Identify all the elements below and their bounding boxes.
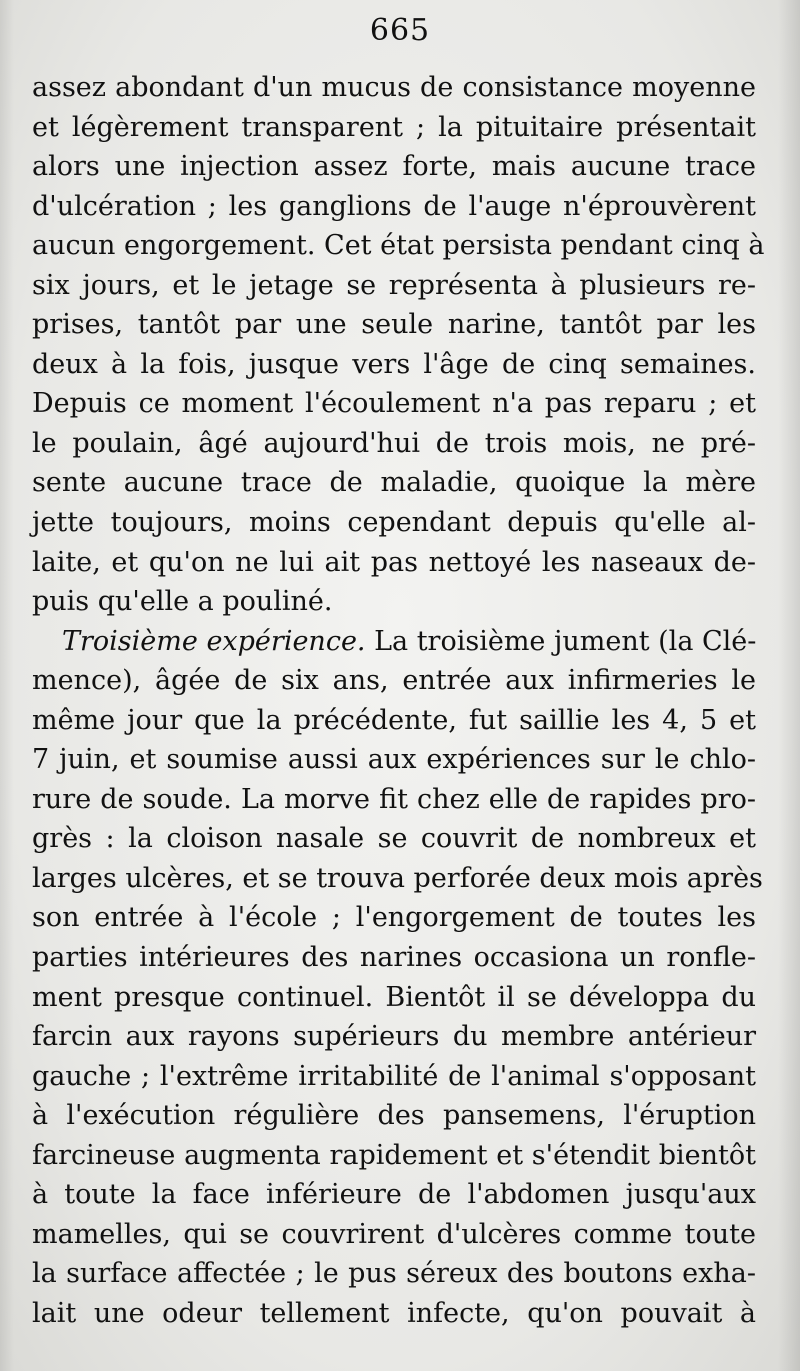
- text-line: farcin aux rayons supérieurs du membre antérieur: [32, 1021, 756, 1053]
- page-edge-shadow-right: [778, 0, 800, 1371]
- text-line: mamelles, qui se couvrirent d'ulcères comme toute: [32, 1218, 756, 1250]
- page-number: 665: [369, 13, 431, 48]
- text-line: deux à la fois, jusque vers l'âge de cinq semaines.: [32, 348, 756, 380]
- text-line: farcineuse augmenta rapidement et s'étendit bientôt: [32, 1139, 756, 1171]
- text-line: larges ulcères, et se trouva perforée deux mois après: [32, 862, 763, 894]
- text-line: son entrée à l'école ; l'engorgement de toutes les: [32, 902, 756, 934]
- text-line: assez abondant d'un mucus de consistance moyenne: [32, 72, 756, 103]
- text-line: le poulain, âgé aujourd'hui de trois mois, ne pré-: [32, 427, 756, 459]
- text-line: six jours, et le jetage se représenta à plusieurs re-: [32, 269, 756, 301]
- text-line: 7 juin, et soumise aussi aux expériences sur le chlo-: [32, 744, 756, 776]
- heading-line-text: La troisième jument (la Clé-: [374, 625, 757, 657]
- body-text: [32, 68, 765, 1334]
- page-edge-shadow-left: [0, 0, 14, 1371]
- text-line: laite, et qu'on ne lui ait pas nettoyé les naseaux de-: [32, 546, 756, 578]
- text-line: parties intérieures des narines occasiona un ronfle-: [32, 942, 756, 974]
- text-line: ment presque continuel. Bientôt il se développa du: [32, 981, 756, 1013]
- text-line: alors une injection assez forte, mais aucune trace: [32, 151, 756, 183]
- text-line: à toute la face inférieure de l'abdomen jusqu'aux: [32, 1179, 756, 1211]
- text-line: mence), âgée de six ans, entrée aux infirmeries le: [32, 665, 756, 697]
- text-line: et légèrement transparent ; la pituitaire présentait: [32, 111, 756, 143]
- text-line: grès : la cloison nasale se couvrit de nombreux et: [32, 823, 756, 855]
- text-line: d'ulcération ; les ganglions de l'auge n'éprouvèrent: [32, 190, 756, 222]
- text-line: même jour que la précédente, fut saillie les 4, 5 et: [32, 704, 756, 736]
- text-line: gauche ; l'extrême irritabilité de l'animal s'opposant: [32, 1060, 756, 1092]
- text-line: lait une odeur tellement infecte, qu'on pouvait à: [32, 1297, 756, 1329]
- text-line: la surface affectée ; le pus séreux des boutons exha-: [32, 1258, 756, 1290]
- text-line: jette toujours, moins cependant depuis qu'elle al-: [32, 507, 756, 539]
- section-heading: Troisième expérience.: [62, 625, 366, 657]
- paragraph-first-line: [32, 622, 756, 662]
- text-line: aucun engorgement. Cet état persista pendant cinq à: [32, 230, 765, 262]
- text-line: prises, tantôt par une seule narine, tantôt par les: [32, 309, 756, 341]
- text-line: rure de soude. La morve fit chez elle de rapides pro-: [32, 783, 756, 815]
- text-line: puis qu'elle a pouliné.: [32, 586, 333, 618]
- text-line: sente aucune trace de maladie, quoique la mère: [32, 467, 756, 499]
- text-line: Depuis ce moment l'écoulement n'a pas reparu ; et: [32, 388, 756, 420]
- text-line: à l'exécution régulière des pansemens, l'éruption: [32, 1100, 756, 1132]
